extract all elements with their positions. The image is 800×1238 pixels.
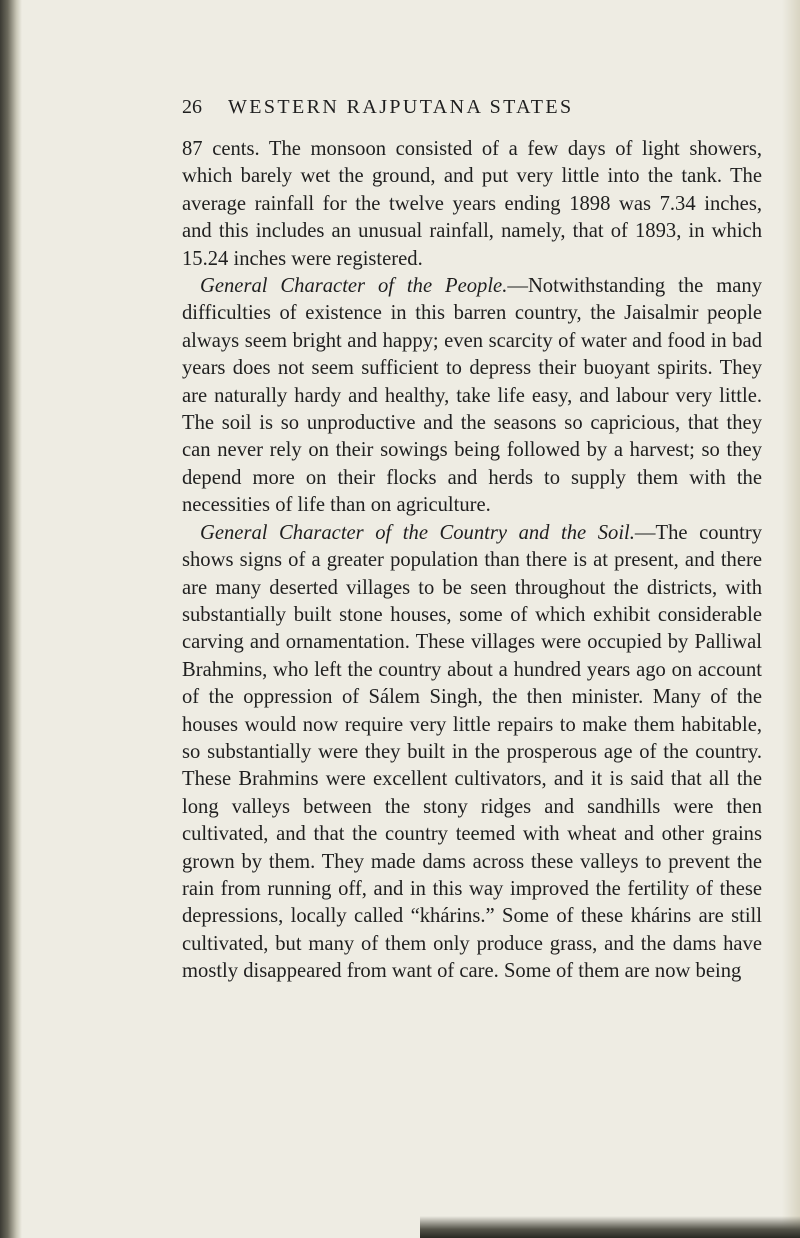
paragraph-text: —The country shows signs of a greater population than there is at present, and there are many deserted villages to be seen throughout the districts, with substantially built stone houses, some of which exhibit considerable carving and ornamentation. These villages were occupied by Palliwal Brahmins, who left the country about a hundred years ago on account of the oppression of Sálem Singh, the then minister. Many of the houses would now require very little repairs to make them habitable, so substantially were they built in the prosperous age of the country. These Brahmins were excellent cultivators, and it is said that all the long valleys between the stony ridges and sandhills were then cultivated, and that the country teemed with wheat and other grains grown by them. They made dams across these valleys to prevent the rain from running off, and in this way improved the fertility of these depressions, locally called “khárins.” Some of these khárins are still cultivated, but many of them only produce grass, and the dams have mostly disappeared from want of care. Some of them are now being xyxy=(182,521,762,983)
section-heading-country-soil: General Character of the Country and the Soil. xyxy=(200,521,635,544)
paragraph-text: —Notwithstanding the many difficulties of existence in this barren country, the Jaisalmir people always seem bright and happy; even scarcity of water and food in bad years does not seem sufficient to depress their buoyant spirits. They are naturally hardy and healthy, take life easy, and labour very little. The soil is so unproductive and the seasons so capricious, that they can never rely on their sowings being followed by a harvest; so they depend more on their flocks and herds to supply them with the necessities of life than on agriculture. xyxy=(182,275,762,517)
page-number: 26 xyxy=(182,96,202,118)
page-edge xyxy=(782,0,800,1238)
binding-shadow xyxy=(0,0,22,1238)
paragraph-people xyxy=(182,273,762,520)
scan-bottom-edge xyxy=(420,1216,800,1238)
paragraph-text: 87 cents. The monsoon consisted of a few days of light showers, which barely wet the ground, and put very little into the tank. The average rainfall for the twelve years ending 1898 was 7.34 inches, and this includes an unusual rainfall, namely, that of 1893, in which 15.24 inches were registered. xyxy=(182,138,762,270)
paragraph-rainfall xyxy=(182,136,762,273)
running-title: WESTERN RAJPUTANA STATES xyxy=(228,96,574,118)
page-header xyxy=(182,96,762,130)
section-heading-people: General Character of the People. xyxy=(200,275,508,298)
book-page xyxy=(182,96,762,986)
paragraph-country-soil xyxy=(182,520,762,986)
